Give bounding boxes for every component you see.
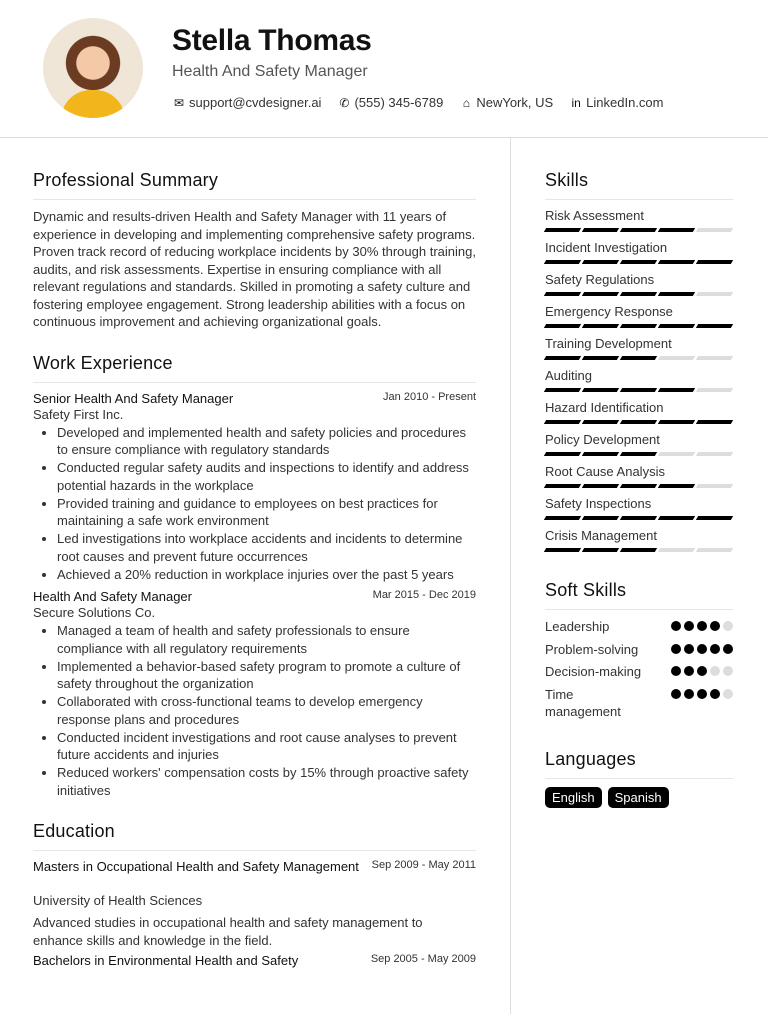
skill-item bbox=[545, 432, 733, 464]
contact-item[interactable] bbox=[569, 95, 663, 110]
skill-bar-segment bbox=[620, 260, 657, 264]
skill-name: Incident Investigation bbox=[545, 240, 668, 255]
skill-level-bar bbox=[545, 484, 733, 488]
skill-name: Risk Assessment bbox=[545, 208, 644, 223]
skill-bar-segment bbox=[696, 292, 733, 296]
skill-bar-segment bbox=[582, 388, 619, 392]
skill-bar-segment bbox=[696, 260, 733, 264]
column-divider bbox=[510, 138, 511, 1014]
skill-name: Training Development bbox=[545, 336, 672, 351]
skill-bar-segment bbox=[620, 356, 657, 360]
contact-text[interactable]: (555) 345-6789 bbox=[354, 95, 444, 110]
job-header bbox=[33, 589, 476, 604]
linkedin-icon: in bbox=[571, 96, 581, 110]
skill-item bbox=[545, 272, 733, 304]
skill-item bbox=[545, 464, 733, 496]
soft-skill-item bbox=[545, 641, 733, 659]
skill-bar-segment bbox=[658, 548, 695, 552]
skill-item bbox=[545, 496, 733, 528]
rating-dot bbox=[697, 644, 707, 654]
skill-level-bar bbox=[545, 548, 733, 552]
contact-item[interactable] bbox=[337, 95, 443, 110]
skill-level-bar bbox=[545, 452, 733, 456]
skill-bar-segment bbox=[658, 292, 695, 296]
contact-item[interactable] bbox=[459, 95, 553, 110]
candidate-name: Stella Thomas bbox=[172, 24, 372, 57]
skill-bar-segment bbox=[620, 452, 657, 456]
soft-skills-list bbox=[545, 618, 733, 721]
profile-photo bbox=[43, 18, 143, 118]
soft-skill-item bbox=[545, 663, 733, 681]
envelope-icon: ✉ bbox=[173, 96, 185, 110]
skill-bar-segment bbox=[544, 292, 581, 296]
job-bullet: • Developed and implemented health and safety policies and procedures to ensure compliance with regulatory standards bbox=[57, 424, 476, 459]
experience-heading: Work Experience bbox=[33, 353, 476, 383]
rating-dot bbox=[723, 666, 733, 676]
job-bullet: • Conducted incident investigations and root cause analyses to prevent future accidents and injuries bbox=[57, 729, 476, 764]
degree: Bachelors in Environmental Health and Safety bbox=[33, 953, 299, 968]
job-title: Senior Health And Safety Manager bbox=[33, 390, 234, 406]
skill-item bbox=[545, 208, 733, 240]
language-tag: English bbox=[545, 787, 602, 808]
rating-dot bbox=[697, 666, 707, 676]
contact-text[interactable]: NewYork, US bbox=[476, 95, 554, 110]
job-bullet: • Achieved a 20% reduction in workplace injuries over the past 5 years bbox=[57, 566, 476, 584]
skill-bar-segment bbox=[658, 324, 695, 328]
rating-dot bbox=[723, 621, 733, 631]
skill-bar-segment bbox=[582, 516, 619, 520]
rating-dot bbox=[684, 666, 694, 676]
skill-bar-segment bbox=[582, 228, 619, 232]
skill-bar-segment bbox=[544, 452, 581, 456]
skill-level-bar bbox=[545, 292, 733, 296]
skill-bar-segment bbox=[582, 548, 619, 552]
company-name: Secure Solutions Co. bbox=[33, 605, 156, 620]
skill-bar-segment bbox=[620, 292, 657, 296]
skill-item bbox=[545, 368, 733, 400]
rating-dot bbox=[684, 689, 694, 699]
skill-name: Hazard Identification bbox=[545, 400, 664, 415]
skill-bar-segment bbox=[544, 516, 581, 520]
skill-bar-segment bbox=[544, 228, 581, 232]
skill-bar-segment bbox=[582, 324, 619, 328]
skill-bar-segment bbox=[696, 228, 733, 232]
soft-skill-name: Time management bbox=[545, 686, 621, 719]
skill-bar-segment bbox=[544, 324, 581, 328]
education-description: Advanced studies in occupational health and safety management to enhance skills and knowledge in the field. bbox=[33, 915, 423, 948]
skill-bar-segment bbox=[696, 388, 733, 392]
skill-bar-segment bbox=[620, 548, 657, 552]
skills-heading: Skills bbox=[545, 170, 733, 200]
resume-header bbox=[0, 0, 768, 138]
skill-item bbox=[545, 304, 733, 336]
skill-bar-segment bbox=[696, 420, 733, 424]
job-bullet: • Collaborated with cross-functional teams to develop emergency response plans and procedures bbox=[57, 693, 476, 728]
skill-bar-segment bbox=[544, 356, 581, 360]
skill-bar-segment bbox=[658, 484, 695, 488]
skill-name: Safety Inspections bbox=[545, 496, 652, 511]
skill-name: Emergency Response bbox=[545, 304, 673, 319]
skill-bar-segment bbox=[696, 484, 733, 488]
skill-bar-segment bbox=[544, 484, 581, 488]
rating-dot bbox=[671, 689, 681, 699]
skill-bar-segment bbox=[620, 228, 657, 232]
skill-item bbox=[545, 240, 733, 272]
languages-list bbox=[545, 787, 733, 808]
skill-bar-segment bbox=[620, 324, 657, 328]
education-header bbox=[33, 859, 476, 874]
skill-name: Root Cause Analysis bbox=[545, 464, 665, 479]
skills-list bbox=[545, 208, 733, 560]
job-header bbox=[33, 391, 476, 406]
skill-bar-segment bbox=[658, 516, 695, 520]
skill-bar-segment bbox=[658, 388, 695, 392]
rating-dot bbox=[671, 621, 681, 631]
skill-bar-segment bbox=[544, 388, 581, 392]
job-entry bbox=[33, 391, 476, 584]
skill-bar-segment bbox=[620, 420, 657, 424]
job-bullet: • Implemented a behavior-based safety program to promote a culture of safety throughout the organization bbox=[57, 658, 476, 693]
job-date: Mar 2015 - Dec 2019 bbox=[372, 589, 476, 601]
skill-level-bar bbox=[545, 420, 733, 424]
skill-bar-segment bbox=[582, 356, 619, 360]
job-date: Jan 2010 - Present bbox=[383, 390, 476, 403]
job-entry bbox=[33, 589, 476, 799]
skill-bar-segment bbox=[620, 484, 657, 488]
soft-skill-item bbox=[545, 686, 733, 721]
soft-skill-name: Decision-making bbox=[545, 664, 642, 679]
skill-name: Policy Development bbox=[545, 432, 660, 447]
skill-level-bar bbox=[545, 324, 733, 328]
skill-bar-segment bbox=[582, 452, 619, 456]
rating-dot bbox=[684, 621, 694, 631]
skill-item bbox=[545, 336, 733, 368]
skill-level-bar bbox=[545, 228, 733, 232]
school-name: University of Health Sciences bbox=[33, 893, 203, 908]
skill-bar-segment bbox=[582, 292, 619, 296]
company-name: Safety First Inc. bbox=[33, 406, 124, 422]
soft-skill-rating bbox=[671, 689, 733, 721]
skill-item bbox=[545, 528, 733, 560]
skill-bar-segment bbox=[620, 516, 657, 520]
job-bullets bbox=[57, 424, 476, 584]
soft-skill-name: Leadership bbox=[545, 619, 610, 634]
education-header bbox=[33, 953, 476, 968]
skill-bar-segment bbox=[582, 484, 619, 488]
rating-dot bbox=[723, 644, 733, 654]
languages-heading: Languages bbox=[545, 749, 733, 779]
job-bullet: • Reduced workers' compensation costs by 15% through proactive safety initiatives bbox=[57, 764, 476, 799]
soft-skill-item bbox=[545, 618, 733, 636]
skill-bar-segment bbox=[582, 420, 619, 424]
skill-name: Safety Regulations bbox=[545, 272, 655, 287]
rating-dot bbox=[697, 621, 707, 631]
rating-dot bbox=[671, 644, 681, 654]
job-bullet: • Provided training and guidance to employees on best practices for maintaining a safe work environment bbox=[57, 495, 476, 530]
skill-bar-segment bbox=[582, 260, 619, 264]
skill-bar-segment bbox=[620, 388, 657, 392]
rating-dot bbox=[710, 666, 720, 676]
language-tag: Spanish bbox=[608, 787, 669, 808]
rating-dot bbox=[723, 689, 733, 699]
soft-skills-heading: Soft Skills bbox=[545, 580, 733, 610]
skill-bar-segment bbox=[658, 356, 695, 360]
soft-skill-rating bbox=[671, 666, 733, 681]
contact-item[interactable] bbox=[172, 95, 321, 110]
skill-level-bar bbox=[545, 388, 733, 392]
job-list bbox=[33, 391, 476, 800]
candidate-title: Health And Safety Manager bbox=[172, 63, 368, 80]
skill-item bbox=[545, 400, 733, 432]
skill-level-bar bbox=[545, 260, 733, 264]
rating-dot bbox=[671, 666, 681, 676]
skill-bar-segment bbox=[544, 548, 581, 552]
contact-text[interactable]: LinkedIn.com bbox=[586, 95, 664, 110]
skill-bar-segment bbox=[544, 420, 581, 424]
degree: Masters in Occupational Health and Safety Management bbox=[33, 859, 359, 874]
soft-skill-rating bbox=[671, 621, 733, 636]
rating-dot bbox=[697, 689, 707, 699]
job-bullet: • Managed a team of health and safety professionals to ensure compliance with all regulatory requirements bbox=[57, 622, 476, 657]
skill-bar-segment bbox=[658, 452, 695, 456]
phone-icon: ✆ bbox=[339, 96, 350, 110]
summary-heading: Professional Summary bbox=[33, 170, 476, 200]
education-list bbox=[33, 859, 476, 968]
skill-bar-segment bbox=[696, 516, 733, 520]
skill-bar-segment bbox=[658, 228, 695, 232]
skill-name: Crisis Management bbox=[545, 528, 657, 543]
skill-bar-segment bbox=[696, 548, 733, 552]
skill-bar-segment bbox=[696, 356, 733, 360]
right-column bbox=[545, 170, 733, 808]
education-date: Sep 2009 - May 2011 bbox=[371, 859, 476, 871]
job-title: Health And Safety Manager bbox=[33, 589, 192, 604]
education-date: Sep 2005 - May 2009 bbox=[370, 953, 476, 965]
skill-name: Auditing bbox=[545, 368, 592, 383]
home-icon: ⌂ bbox=[462, 96, 470, 110]
skill-bar-segment bbox=[544, 260, 581, 264]
contact-text[interactable]: support@cvdesigner.ai bbox=[189, 95, 322, 110]
soft-skill-name: Problem-solving bbox=[545, 641, 639, 657]
rating-dot bbox=[710, 621, 720, 631]
education-heading: Education bbox=[33, 821, 476, 851]
summary-text: Dynamic and results-driven Health and Safety Manager with 11 years of experience in developing and implementing comprehensive safety programs. Proven track record of reducing workplace incidents by 30% through training, audits, and risk assessments. Expertise in ensuring compliance with all relevant regulations and standards. Skilled in promoting a safety culture and fostering employee engagement. Strong leadership abilities with a focus on continuous improvement and achieving organizational goals. bbox=[33, 209, 476, 329]
skill-bar-segment bbox=[658, 260, 695, 264]
skill-bar-segment bbox=[696, 452, 733, 456]
rating-dot bbox=[710, 644, 720, 654]
rating-dot bbox=[684, 644, 694, 654]
rating-dot bbox=[710, 689, 720, 699]
skill-bar-segment bbox=[658, 420, 695, 424]
contact-list bbox=[172, 95, 664, 110]
soft-skill-rating bbox=[671, 644, 733, 659]
job-bullet: • Conducted regular safety audits and inspections to identify and address potential hazards in the workplace bbox=[57, 459, 476, 494]
job-bullets bbox=[57, 622, 476, 799]
skill-level-bar bbox=[545, 516, 733, 520]
left-column bbox=[33, 170, 476, 968]
skill-level-bar bbox=[545, 356, 733, 360]
skill-bar-segment bbox=[696, 324, 733, 328]
job-bullet: • Led investigations into workplace accidents and incidents to determine root causes and prevent future occurrences bbox=[57, 530, 476, 565]
